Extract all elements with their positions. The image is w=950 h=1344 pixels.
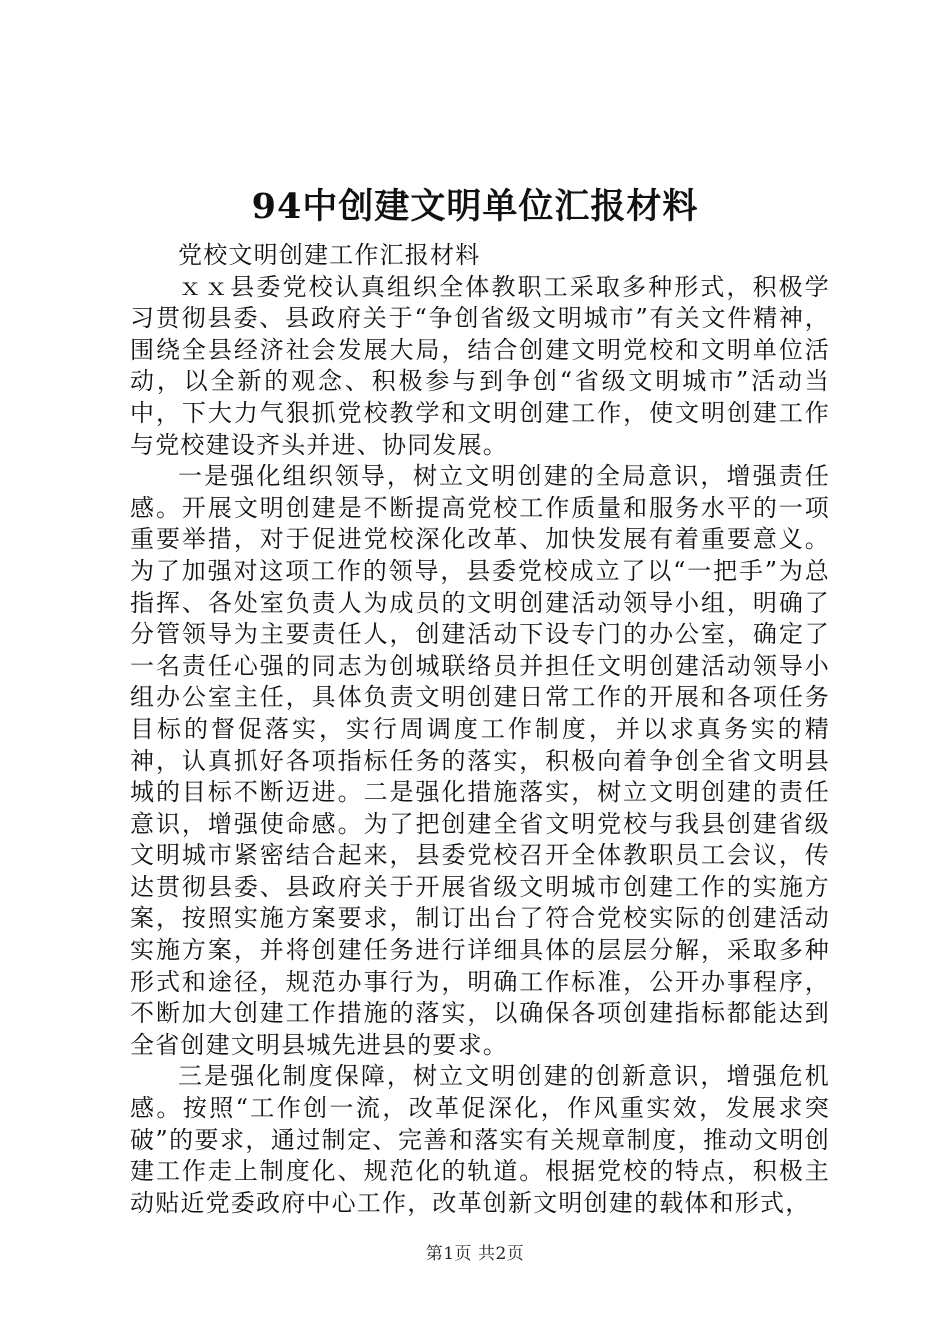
document-title: 94中创建文明单位汇报材料 bbox=[251, 186, 699, 227]
page-number-footer: 第1页 共2页 bbox=[425, 1244, 525, 1264]
paragraph-one-two: 一是强化组织领导，树立文明创建的全局意识，增强责任感。开展文明创建是不断提高党校工作质量和服务水平的一项重要举措，对于促进党校深化改革、加快发展有着重要意义。为了加强对这项工作的领导，县委党校成立了以“一把手”为总指挥、各处室负责人为成员的文明创建活动领导小组，明确了分管领导为主要责任人，创建活动下设专门的办公室，确定了一名责任心强的同志为创城联络员并担任文明创建活动领导小组办公室主任，具体负责文明创建日常工作的开展和各项任务目标的督促落实，实行周调度工作制度，并以求真务实的精神，认真抓好各项指标任务的落实，积极向着争创全省文明县城的目标不断迈进。二是强化措施落实，树立文明创建的责任意识，增强使命感。为了把创建全省文明党校与我县创建省级文明城市紧密结合起来，县委党校召开全体教职员工会议，传达贯彻县委、县政府关于开展省级文明城市创建工作的实施方案，按照实施方案要求，制订出台了符合党校实际的创建活动实施方案，并将创建任务进行详细具体的层层分解，采取多种形式和途径，规范办事行为，明确工作标准，公开办事程序，不断加大创建工作措施的落实，以确保各项创建指标都能达到全省创建文明县城先进县的要求。 bbox=[130, 462, 830, 1059]
paragraph-three: 三是强化制度保障，树立文明创建的创新意识，增强危机感。按照“工作创一流，改革促深化，作风重实效，发展求突破”的要求，通过制定、完善和落实有关规章制度，推动文明创建工作走上制度化、规范化的轨道。根据党校的特点，积极主动贴近党委政府中心工作，改革创新文明创建的载体和形式， bbox=[130, 1062, 830, 1217]
paragraph-intro: ｘｘ县委党校认真组织全体教职工采取多种形式，积极学习贯彻县委、县政府关于“争创省级文明城市”有关文件精神，围绕全县经济社会发展大局，结合创建文明党校和文明单位活动，以全新的观念、积极参与到争创“省级文明城市”活动当中，下大力气狠抓党校教学和文明创建工作，使文明创建工作与党校建设齐头并进、协同发展。 bbox=[130, 272, 830, 459]
document-subtitle: 党校文明创建工作汇报材料 bbox=[178, 241, 481, 269]
document-body bbox=[130, 240, 830, 1219]
